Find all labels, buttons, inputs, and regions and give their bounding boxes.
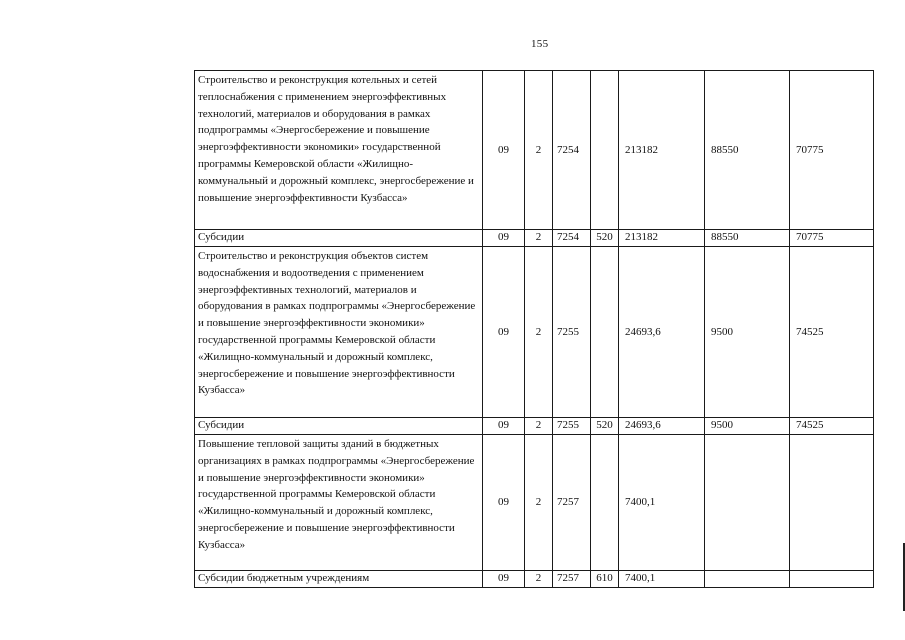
article-code: 7254 bbox=[553, 71, 591, 230]
subsection-code: 2 bbox=[525, 435, 553, 571]
table-row bbox=[195, 230, 874, 247]
amount-3: 74525 bbox=[790, 418, 874, 435]
row-name: Строительство и реконструкция объектов систем водоснабжения и водоотведения с применением энергоэффективных технологий, материалов и оборудования в рамках подпрограммы «Энергосбережение и повышение энергоэффективности экономики» государственной программы Кемеровской области «Жилищно-коммунальный и дорожный комплекс, энергосбережение и повышение энергоэффективности Кузбасса» bbox=[195, 247, 483, 418]
amount-3: 74525 bbox=[790, 247, 874, 418]
amount-1: 24693,6 bbox=[619, 247, 705, 418]
expense-type-code bbox=[591, 71, 619, 230]
amount-3 bbox=[790, 435, 874, 571]
amount-2 bbox=[705, 571, 790, 588]
section-code: 09 bbox=[483, 247, 525, 418]
section-code: 09 bbox=[483, 435, 525, 571]
amount-3 bbox=[790, 571, 874, 588]
article-code: 7254 bbox=[553, 230, 591, 247]
section-code: 09 bbox=[483, 418, 525, 435]
article-code: 7257 bbox=[553, 435, 591, 571]
amount-2: 9500 bbox=[705, 418, 790, 435]
subsection-code: 2 bbox=[525, 71, 553, 230]
section-code: 09 bbox=[483, 230, 525, 247]
subsection-code: 2 bbox=[525, 418, 553, 435]
table-row bbox=[195, 571, 874, 588]
article-code: 7255 bbox=[553, 247, 591, 418]
expense-type-code: 520 bbox=[591, 230, 619, 247]
table-row bbox=[195, 71, 874, 230]
amount-1: 7400,1 bbox=[619, 435, 705, 571]
expense-type-code: 610 bbox=[591, 571, 619, 588]
table-row bbox=[195, 435, 874, 571]
row-name: Субсидии бюджетным учреждениям bbox=[195, 571, 483, 588]
expense-type-code: 520 bbox=[591, 418, 619, 435]
amount-2: 9500 bbox=[705, 247, 790, 418]
table-row bbox=[195, 418, 874, 435]
amount-3: 70775 bbox=[790, 71, 874, 230]
amount-1: 24693,6 bbox=[619, 418, 705, 435]
row-name: Строительство и реконструкция котельных и сетей теплоснабжения с применением энергоэффективных технологий, материалов и оборудования в рамках подпрограммы «Энергосбережение и повышение энергоэффективности экономики» государственной программы Кемеровской области «Жилищно-коммунальный и дорожный комплекс, энергосбережение и повышение энергоэффективности Кузбасса» bbox=[195, 71, 483, 230]
amount-1: 213182 bbox=[619, 71, 705, 230]
subsection-code: 2 bbox=[525, 230, 553, 247]
amount-1: 7400,1 bbox=[619, 571, 705, 588]
subsection-code: 2 bbox=[525, 571, 553, 588]
amount-2: 88550 bbox=[705, 71, 790, 230]
page-number: 155 bbox=[531, 38, 549, 50]
expense-type-code bbox=[591, 435, 619, 571]
expense-type-code bbox=[591, 247, 619, 418]
amount-1: 213182 bbox=[619, 230, 705, 247]
row-name: Повышение тепловой защиты зданий в бюджетных организациях в рамках подпрограммы «Энергосбережение и повышение энергоэффективности экономики» государственной программы Кемеровской области «Жилищно-коммунальный и дорожный комплекс, энергосбережение и повышение энергоэффективности Кузбасса» bbox=[195, 435, 483, 571]
amount-2: 88550 bbox=[705, 230, 790, 247]
amount-3: 70775 bbox=[790, 230, 874, 247]
article-code: 7257 bbox=[553, 571, 591, 588]
section-code: 09 bbox=[483, 71, 525, 230]
table-row bbox=[195, 247, 874, 418]
amount-2 bbox=[705, 435, 790, 571]
budget-table bbox=[194, 70, 874, 588]
row-name: Субсидии bbox=[195, 230, 483, 247]
subsection-code: 2 bbox=[525, 247, 553, 418]
article-code: 7255 bbox=[553, 418, 591, 435]
section-code: 09 bbox=[483, 571, 525, 588]
row-name: Субсидии bbox=[195, 418, 483, 435]
